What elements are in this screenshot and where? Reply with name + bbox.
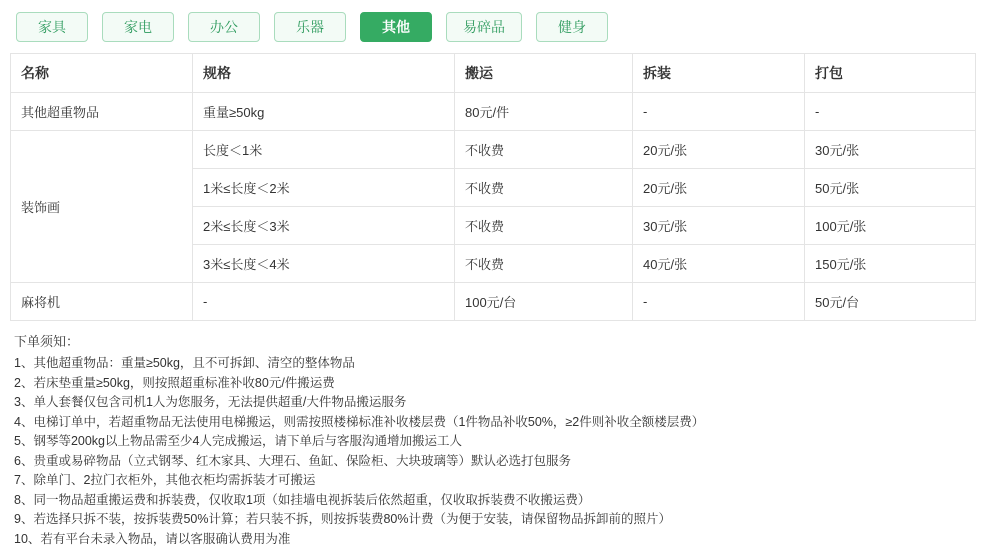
table-row (11, 283, 976, 321)
cell-spec: 重量≥50kg (193, 93, 455, 131)
cell-disassembly-fee: 40元/张 (633, 245, 805, 283)
note-item: 1、其他超重物品：重量≥50kg，且不可拆卸、清空的整体物品 (14, 356, 355, 370)
note-item: 5、钢琴等200kg以上物品需至少4人完成搬运，请下单后与客服沟通增加搬运工人 (14, 434, 462, 448)
cell-spec: 长度＜1米 (193, 131, 455, 169)
cell-disassembly-fee: 20元/张 (633, 131, 805, 169)
cell-moving-fee: 不收费 (455, 207, 633, 245)
cell-packing-fee: 30元/张 (805, 131, 976, 169)
note-item: 6、贵重或易碎物品（立式钢琴、红木家具、大理石、鱼缸、保险柜、大块玻璃等）默认必选打包服务 (14, 453, 571, 468)
note-item: 10、若有平台未录入物品，请以客服确认费用为准 (14, 531, 291, 546)
cell-packing-fee: 100元/张 (805, 207, 976, 245)
cell-packing-fee: 50元/台 (805, 283, 976, 321)
cell-moving-fee: 80元/件 (455, 93, 633, 131)
cell-moving-fee: 100元/台 (455, 283, 633, 321)
note-item: 7、除单门、2拉门衣柜外，其他衣柜均需拆装才可搬运 (14, 473, 316, 487)
table-header-cell-1: 规格 (193, 54, 455, 93)
price-table-head (11, 54, 976, 93)
order-notes (0, 321, 985, 555)
cell-item-name: 装饰画 (11, 131, 193, 283)
note-item: 3、单人套餐仅包含司机1人为您服务，无法提供超重/大件物品搬运服务 (14, 395, 407, 409)
table-row (11, 93, 976, 131)
cell-disassembly-fee: - (633, 283, 805, 321)
category-tab-5[interactable]: 易碎品 (446, 12, 522, 42)
cell-packing-fee: - (805, 93, 976, 131)
cell-packing-fee: 50元/张 (805, 169, 976, 207)
cell-item-name: 麻将机 (11, 283, 193, 321)
category-tabs (0, 0, 985, 53)
table-header-cell-4: 打包 (805, 54, 976, 93)
cell-moving-fee: 不收费 (455, 169, 633, 207)
category-tab-1[interactable]: 家电 (102, 12, 174, 42)
cell-packing-fee: 150元/张 (805, 245, 976, 283)
cell-moving-fee: 不收费 (455, 245, 633, 283)
category-tab-0[interactable]: 家具 (16, 12, 88, 42)
table-header-row (11, 54, 976, 93)
cell-disassembly-fee: 30元/张 (633, 207, 805, 245)
cell-moving-fee: 不收费 (455, 131, 633, 169)
note-item: 8、同一物品超重搬运费和拆装费，仅收取1项（如挂墙电视拆装后依然超重，仅收取拆装费不收搬运费） (14, 492, 591, 507)
price-table-wrapper (0, 53, 985, 321)
cell-spec: 2米≤长度＜3米 (193, 207, 455, 245)
category-tab-6[interactable]: 健身 (536, 12, 608, 42)
table-header-cell-0: 名称 (11, 54, 193, 93)
cell-spec: 3米≤长度＜4米 (193, 245, 455, 283)
note-item: 2、若床垫重量≥50kg，则按照超重标准补收80元/件搬运费 (14, 375, 335, 390)
table-header-cell-2: 搬运 (455, 54, 633, 93)
category-tab-4[interactable]: 其他 (360, 12, 432, 42)
table-header-cell-3: 拆装 (633, 54, 805, 93)
cell-disassembly-fee: 20元/张 (633, 169, 805, 207)
notes-title: 下单须知： (14, 334, 80, 349)
table-row (11, 131, 976, 169)
price-table (10, 53, 976, 321)
note-item: 4、电梯订单中，若超重物品无法使用电梯搬运，则需按照楼梯标准补收楼层费（1件物品补收50%，≥2件则补收全额楼层费） (14, 414, 705, 429)
cell-disassembly-fee: - (633, 93, 805, 131)
category-tab-2[interactable]: 办公 (188, 12, 260, 42)
category-tab-3[interactable]: 乐器 (274, 12, 346, 42)
cell-spec: - (193, 283, 455, 321)
price-table-body (11, 93, 976, 321)
cell-spec: 1米≤长度＜2米 (193, 169, 455, 207)
notes-list (14, 354, 971, 549)
cell-item-name: 其他超重物品 (11, 93, 193, 131)
note-item: 9、若选择只拆不装，按拆装费50%计算；若只装不拆，则按拆装费80%计费（为便于安装，请保留物品拆卸前的照片） (14, 512, 671, 526)
